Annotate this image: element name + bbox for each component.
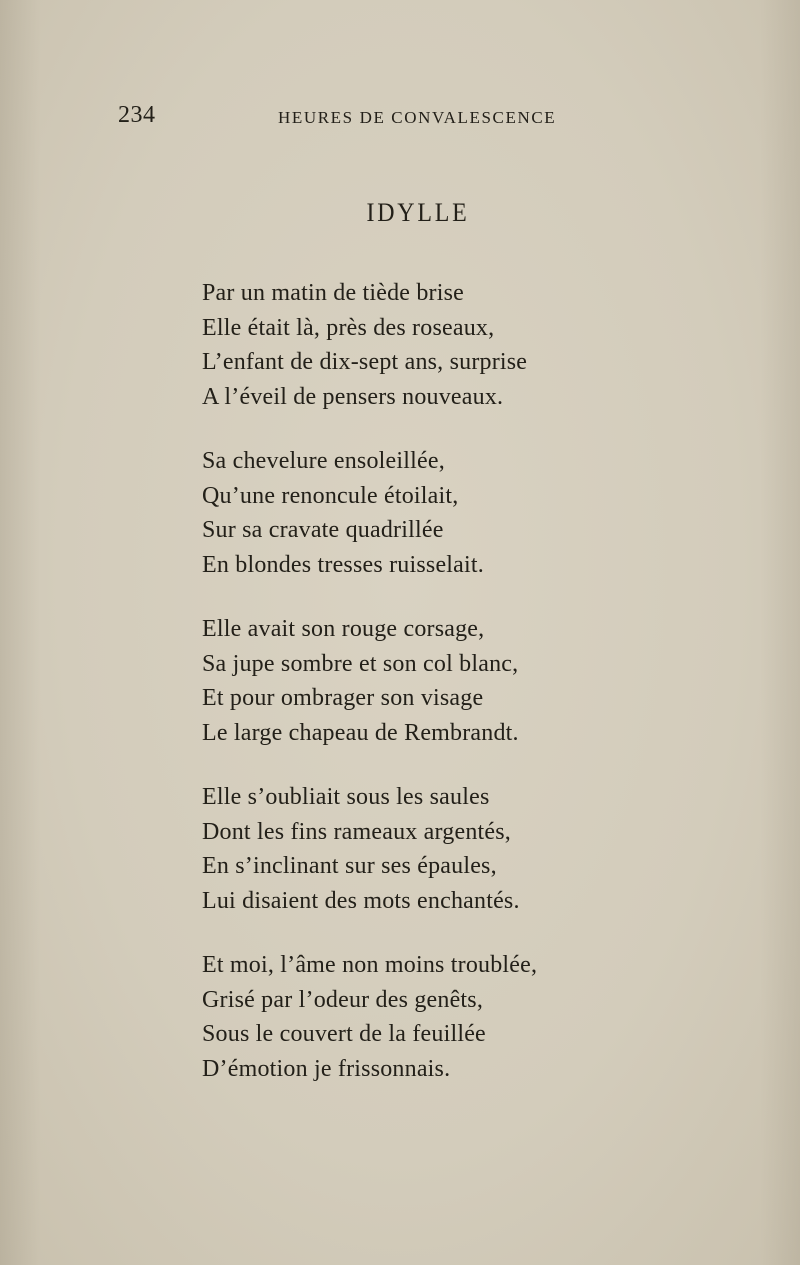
stanza: [202, 780, 762, 918]
verse-line: Par un matin de tiède brise: [202, 280, 464, 306]
verse-line: D’émotion je frissonnais.: [202, 1055, 451, 1082]
verse-line: En s’inclinant sur ses épaules,: [202, 853, 497, 879]
verse-line: Grisé par l’odeur des genêts,: [202, 986, 484, 1013]
running-head: HEURES DE CONVALESCENCE: [278, 108, 557, 127]
verse-line: A l’éveil de pensers nouveaux.: [202, 383, 504, 410]
stanza: [202, 612, 762, 750]
verse-line: Dont les fins rameaux argentés,: [202, 818, 512, 845]
stanza: [202, 948, 762, 1086]
page-number: 234: [118, 102, 156, 128]
verse-line: Elle avait son rouge corsage,: [202, 616, 485, 642]
stanza: [202, 276, 762, 414]
verse-line: Lui disaient des mots enchantés.: [202, 887, 520, 914]
verse-line: Sous le couvert de la feuillée: [202, 1021, 486, 1047]
verse-line: L’enfant de dix-sept ans, surprise: [202, 349, 528, 375]
verse-line: Sa jupe sombre et son col blanc,: [202, 650, 519, 677]
stanza: [202, 444, 762, 582]
verse-line: Elle était là, près des roseaux,: [202, 314, 495, 341]
page-edge-shadow-left: [0, 0, 40, 1265]
verse-line: Qu’une renoncule étoilait,: [202, 482, 459, 509]
verse-line: Et pour ombrager son visage: [202, 685, 484, 711]
verse-line: Elle s’oubliait sous les saules: [202, 784, 490, 810]
verse-line: Sur sa cravate quadrillée: [202, 517, 444, 543]
verse-line: Le large chapeau de Rembrandt.: [202, 719, 519, 746]
poem-title: IDYLLE: [366, 198, 470, 227]
verse-line: Et moi, l’âme non moins troublée,: [202, 952, 538, 978]
verse-line: En blondes tresses ruisselait.: [202, 551, 484, 578]
poem-body: [202, 276, 762, 1116]
page-edge-shadow-right: [760, 0, 800, 1265]
verse-line: Sa chevelure ensoleillée,: [202, 448, 445, 474]
